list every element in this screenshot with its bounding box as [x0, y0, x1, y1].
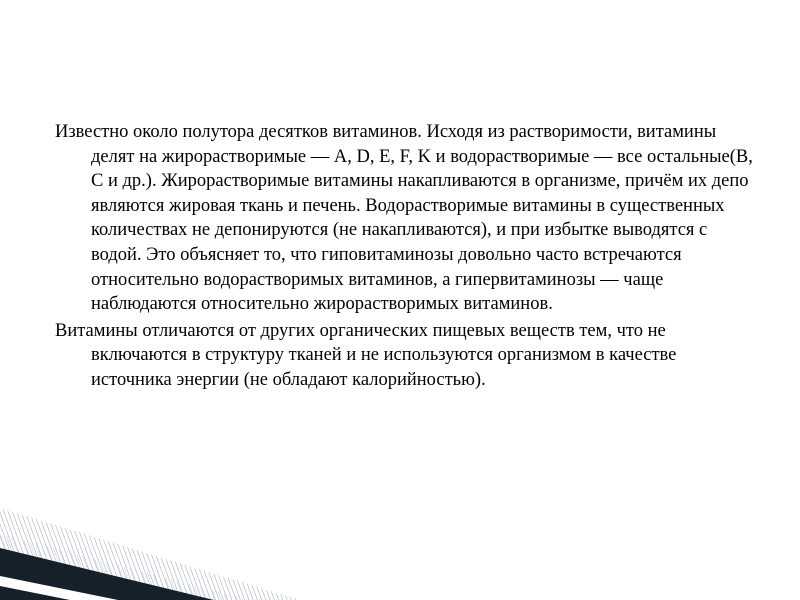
corner-decoration-graphic — [0, 490, 320, 600]
slide-body-text — [55, 120, 755, 393]
body-paragraph-2: Витамины отличаются от других органических пищевых веществ тем, что не включаются в структуру тканей и не используются организмом в качестве источника энергии (не обладают калорийностью). — [55, 320, 677, 390]
body-paragraph-1: Известно около полутора десятков витаминов. Исходя из растворимости, витамины делят на жирорастворимые — A, D, E, F, K и водорастворимые — все остальные(B, C и др.). Жирорастворимые витамины накапливаются в организме, причём их депо являются жировая ткань и печень. Водорастворимые витамины в существенных количествах не депонируются (не накапливаются), и при избытке выводятся с водой. Это объясняет то, что гиповитаминозы довольно часто встречаются относительно водорастворимых витаминов, а гипервитаминозы — чаще наблюдаются относительно жирорастворимых витаминов. — [55, 122, 753, 315]
